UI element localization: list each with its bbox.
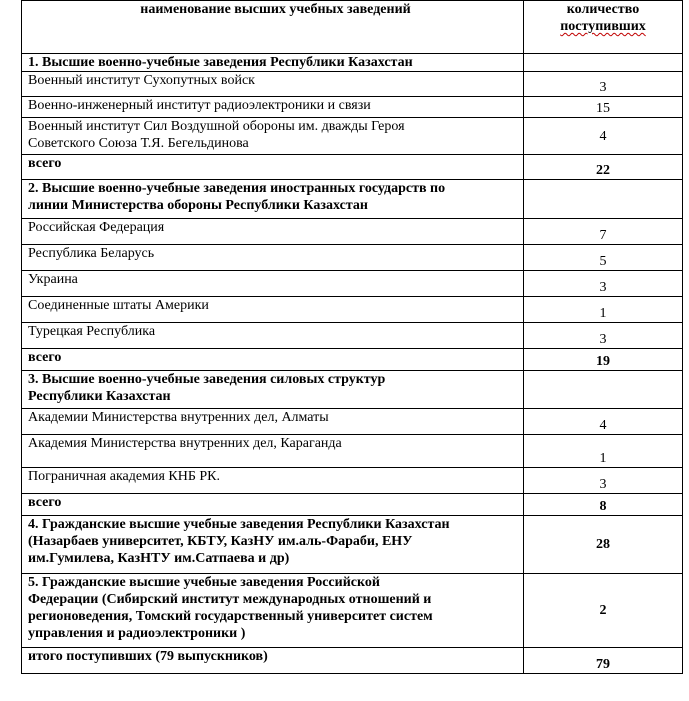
section-3-title-row bbox=[22, 371, 683, 409]
row-name: Соединенные штаты Америки bbox=[22, 297, 524, 323]
row-name: Военно-инженерный институт радиоэлектроники и связи bbox=[22, 97, 524, 118]
total-label: всего bbox=[22, 349, 524, 371]
header-name-cell bbox=[22, 1, 524, 54]
grand-total-value: 79 bbox=[524, 648, 683, 674]
table-row bbox=[22, 245, 683, 271]
section-4-title bbox=[22, 516, 524, 574]
row-name: Военный институт Сухопутных войск bbox=[22, 72, 524, 97]
table-row bbox=[22, 97, 683, 118]
table-row bbox=[22, 271, 683, 297]
row-name: Академии Министерства внутренних дел, Алматы bbox=[22, 409, 524, 435]
section-2-title-row bbox=[22, 180, 683, 219]
row-name: Пограничная академия КНБ РК. bbox=[22, 468, 524, 494]
row-name: Российская Федерация bbox=[22, 219, 524, 245]
section-3-title bbox=[22, 371, 524, 409]
row-count: 3 bbox=[524, 72, 683, 97]
table-row bbox=[22, 409, 683, 435]
total-label: всего bbox=[22, 494, 524, 516]
header-row bbox=[22, 1, 683, 54]
section-1-title: 1. Высшие военно-учебные заведения Республики Казахстан bbox=[22, 54, 524, 72]
row-count: 7 bbox=[524, 219, 683, 245]
row-count: 3 bbox=[524, 323, 683, 349]
total-value: 22 bbox=[524, 155, 683, 180]
section-4-line-3: им.Гумилева, КазНТУ им.Сатпаева и др) bbox=[28, 551, 290, 566]
section-4-row bbox=[22, 516, 683, 574]
section-1-title-row bbox=[22, 54, 683, 72]
total-value: 19 bbox=[524, 349, 683, 371]
table-row bbox=[22, 72, 683, 97]
total-label: всего bbox=[22, 155, 524, 180]
row-count: 3 bbox=[524, 468, 683, 494]
section-3-title-line-1: 3. Высшие военно-учебные заведения силовых структур bbox=[28, 372, 386, 387]
table-row bbox=[22, 323, 683, 349]
section-4-count: 28 bbox=[524, 516, 683, 574]
header-count-label-1: количество bbox=[566, 2, 640, 17]
section-5-title bbox=[22, 574, 524, 648]
table-row bbox=[22, 118, 683, 155]
table-row bbox=[22, 435, 683, 468]
grand-total-label: итого поступивших (79 выпускников) bbox=[22, 648, 524, 674]
section-5-line-3: регионоведения, Томский государственный университет систем bbox=[28, 609, 433, 624]
row-name: Академия Министерства внутренних дел, Караганда bbox=[22, 435, 524, 468]
section-1-total-row bbox=[22, 155, 683, 180]
row-count: 5 bbox=[524, 245, 683, 271]
section-5-line-4: управления и радиоэлектроники ) bbox=[28, 626, 246, 641]
section-4-line-1: 4. Гражданские высшие учебные заведения Республики Казахстан bbox=[28, 517, 450, 532]
section-5-row bbox=[22, 574, 683, 648]
row-name: Турецкая Республика bbox=[22, 323, 524, 349]
table-row bbox=[22, 468, 683, 494]
section-2-title-line-2: линии Министерства обороны Республики Казахстан bbox=[28, 198, 368, 213]
section-2-title bbox=[22, 180, 524, 219]
section-5-line-1: 5. Гражданские высшие учебные заведения Российской bbox=[28, 575, 380, 590]
row-name-line-2 bbox=[28, 135, 523, 152]
row-name-line-1: Военный институт Сил Воздушной обороны им. дважды Героя bbox=[28, 119, 405, 134]
section-5-line-2: Федерации (Сибирский институт международных отношений и bbox=[28, 592, 432, 607]
section-3-title-line-2: Республики Казахстан bbox=[28, 389, 171, 404]
table-row bbox=[22, 219, 683, 245]
row-count: 4 bbox=[524, 118, 683, 155]
row-count: 3 bbox=[524, 271, 683, 297]
row-name: Украина bbox=[22, 271, 524, 297]
grand-total-row bbox=[22, 648, 683, 674]
total-value: 8 bbox=[524, 494, 683, 516]
section-5-count: 2 bbox=[524, 574, 683, 648]
section-3-total-row bbox=[22, 494, 683, 516]
row-name-line-2-text: Советского Союза Т.Я. Бегельдинова bbox=[28, 136, 249, 151]
section-4-line-2: (Назарбаев университет, КБТУ, КазНУ им.аль-Фараби, ЕНУ bbox=[28, 534, 413, 549]
row-name: Республика Беларусь bbox=[22, 245, 524, 271]
header-count-label-2: поступивших bbox=[560, 19, 646, 34]
university-admissions-table bbox=[21, 0, 683, 674]
row-count: 4 bbox=[524, 409, 683, 435]
row-name bbox=[22, 118, 524, 155]
row-count: 15 bbox=[524, 97, 683, 118]
section-2-title-line-1: 2. Высшие военно-учебные заведения иностранных государств по bbox=[28, 181, 446, 196]
header-name-label: наименование высших учебных заведений bbox=[140, 2, 411, 17]
table-row bbox=[22, 297, 683, 323]
section-2-total-row bbox=[22, 349, 683, 371]
header-count-cell bbox=[524, 1, 683, 54]
row-count: 1 bbox=[524, 435, 683, 468]
row-count: 1 bbox=[524, 297, 683, 323]
